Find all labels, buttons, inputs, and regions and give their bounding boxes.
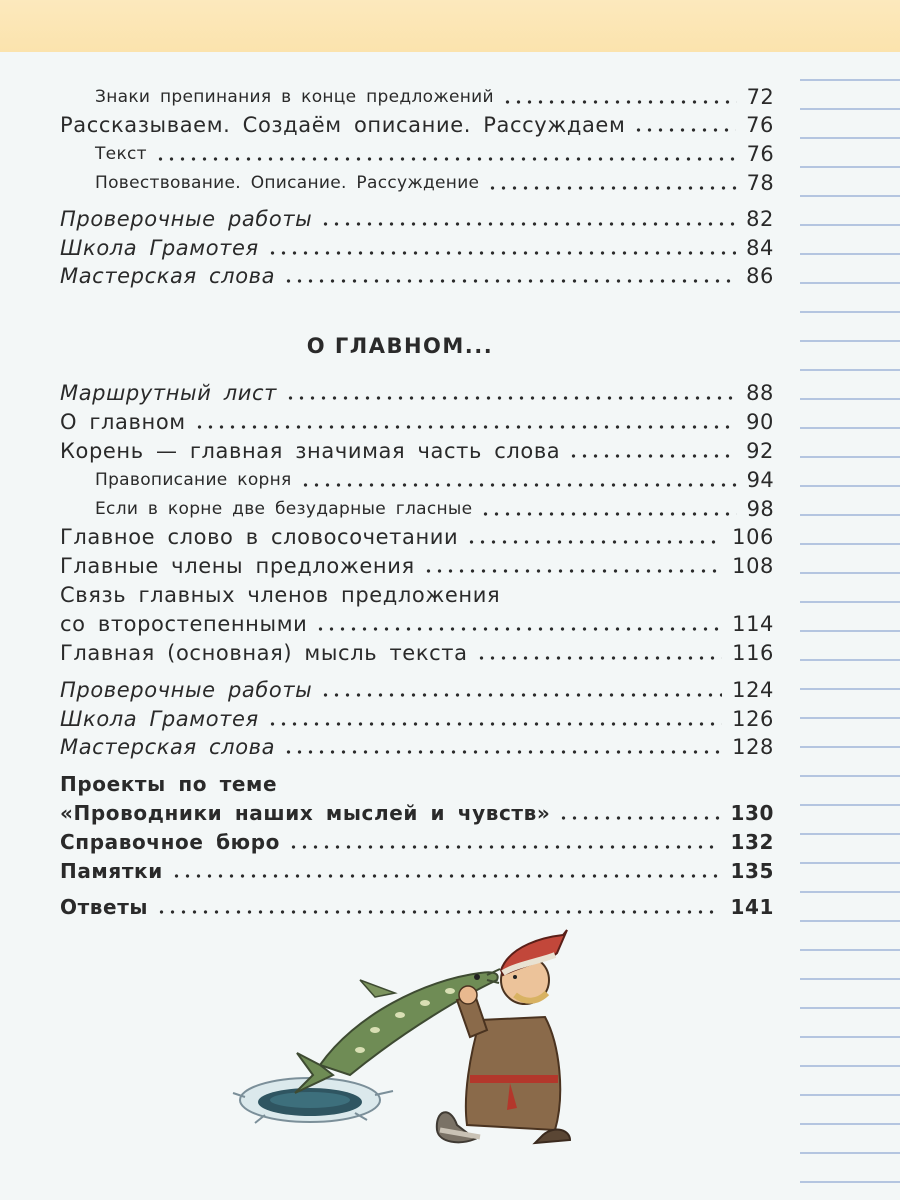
- toc-entry[interactable]: [60, 235, 774, 261]
- toc-entry-page: 141: [730, 895, 774, 919]
- toc-leader-dots: [315, 627, 722, 631]
- toc-entry[interactable]: [60, 677, 774, 703]
- toc-leader-dots: [480, 512, 736, 516]
- toc-entry-title: Проекты по теме: [60, 772, 278, 796]
- toc-entry-title: Мастерская слова: [60, 264, 276, 288]
- toc-leader-dots: [320, 222, 736, 226]
- toc-entry-title: Текст: [95, 144, 147, 164]
- toc-entry-title: Главное слово в словосочетании: [60, 525, 459, 549]
- toc-leader-dots: [267, 251, 736, 255]
- toc-entry[interactable]: [60, 829, 774, 855]
- toc-entry[interactable]: [95, 141, 774, 167]
- toc-entry-title: Повествование. Описание. Рассуждение: [95, 173, 480, 193]
- toc-entry-page: 94: [746, 468, 774, 492]
- toc-entry-page: 84: [746, 236, 774, 260]
- toc-entry-title: Главная (основная) мысль текста: [60, 641, 468, 665]
- toc-entry[interactable]: [95, 467, 774, 493]
- toc-entry[interactable]: [95, 496, 774, 522]
- toc-entry-page: 114: [732, 612, 774, 636]
- toc-entry-title: Ответы: [60, 895, 149, 919]
- toc-entry-title: Рассказываем. Создаём описание. Рассуждаем: [60, 113, 626, 137]
- toc-leader-dots: [423, 569, 722, 573]
- toc-entry-page: 135: [730, 859, 774, 883]
- toc-leader-dots: [285, 396, 736, 400]
- toc-entry-title: Проверочные работы: [60, 678, 313, 702]
- toc-entry[interactable]: [95, 170, 774, 196]
- toc-entry-page: 76: [746, 142, 774, 166]
- toc-entry-page: 76: [746, 113, 774, 137]
- toc-entry[interactable]: [60, 553, 774, 579]
- toc-entry-title: Проверочные работы: [60, 207, 313, 231]
- toc-entry-title: Правописание корня: [95, 470, 292, 490]
- toc-leader-dots: [502, 100, 737, 104]
- toc-leader-dots: [156, 910, 720, 914]
- section-heading: О ГЛАВНОМ...: [306, 334, 494, 358]
- toc-entry-page: 78: [746, 171, 774, 195]
- boy-illustration: [437, 930, 570, 1143]
- toc-entry-title: «Проводники наших мыслей и чувств»: [60, 801, 551, 825]
- toc-entry[interactable]: [60, 706, 774, 732]
- toc-leader-dots: [267, 722, 722, 726]
- toc-entry[interactable]: [95, 84, 774, 110]
- toc-leader-dots: [320, 693, 722, 697]
- toc-leader-dots: [466, 540, 722, 544]
- toc-entry-page: 126: [732, 707, 774, 731]
- toc-entry-page: 108: [732, 554, 774, 578]
- toc-entry-title: Связь главных членов предложения: [60, 583, 501, 607]
- toc-entry-title: Корень — главная значимая часть слова: [60, 439, 561, 463]
- toc-leader-dots: [568, 454, 736, 458]
- toc-entry-page: 86: [746, 264, 774, 288]
- toc-entry-page: 106: [732, 525, 774, 549]
- toc-leader-dots: [487, 186, 736, 190]
- toc-entry-page: 128: [732, 735, 774, 759]
- toc-leader-dots: [155, 157, 737, 161]
- toc-leader-dots: [194, 425, 736, 429]
- toc-entry-title: Памятки: [60, 859, 163, 883]
- toc-entry[interactable]: [60, 734, 774, 760]
- toc-entry-title: Знаки препинания в конце предложений: [95, 87, 494, 107]
- toc-entry-page: 92: [746, 439, 774, 463]
- toc-entry[interactable]: [60, 112, 774, 138]
- toc-leader-dots: [288, 845, 720, 849]
- toc-entry-line[interactable]: [60, 582, 500, 608]
- toc-entry-page: 82: [746, 207, 774, 231]
- toc-entry[interactable]: [60, 206, 774, 232]
- toc-entry-page: 90: [746, 410, 774, 434]
- toc-entry-title: Школа Грамотея: [60, 236, 259, 260]
- toc-entry-page: 116: [732, 641, 774, 665]
- toc-leader-dots: [558, 816, 720, 820]
- toc-entry-title: Главные члены предложения: [60, 554, 415, 578]
- toc-leader-dots: [633, 128, 736, 132]
- toc-entry[interactable]: [60, 263, 774, 289]
- toc-entry-title: со второстепенными: [60, 612, 308, 636]
- toc-entry[interactable]: [60, 438, 774, 464]
- boy-with-pike-illustration: [225, 925, 605, 1155]
- toc-entry-page: 98: [746, 497, 774, 521]
- toc-entry[interactable]: [60, 611, 774, 637]
- toc-entry[interactable]: [60, 640, 774, 666]
- toc-entry[interactable]: [60, 894, 774, 920]
- toc-entry-title: Школа Грамотея: [60, 707, 259, 731]
- toc-leader-dots: [476, 656, 723, 660]
- toc-entry-page: 130: [730, 801, 774, 825]
- toc-entry-title: Справочное бюро: [60, 830, 280, 854]
- toc-entry-line[interactable]: [60, 771, 277, 797]
- toc-entry[interactable]: [60, 800, 774, 826]
- toc-leader-dots: [171, 874, 721, 878]
- toc-leader-dots: [283, 750, 722, 754]
- toc-entry-title: Мастерская слова: [60, 735, 276, 759]
- toc-entry-page: 88: [746, 381, 774, 405]
- toc-entry[interactable]: [60, 380, 774, 406]
- toc-entry[interactable]: [60, 524, 774, 550]
- toc-leader-dots: [300, 483, 737, 487]
- toc-entry-title: Если в корне две безударные гласные: [95, 499, 473, 519]
- toc-leader-dots: [283, 279, 736, 283]
- toc-entry-page: 124: [732, 678, 774, 702]
- toc-entry-page: 132: [730, 830, 774, 854]
- toc-entry-title: Маршрутный лист: [60, 381, 278, 405]
- toc-entry[interactable]: [60, 858, 774, 884]
- toc-entry-title: О главном: [60, 410, 186, 434]
- toc-entry[interactable]: [60, 409, 774, 435]
- toc-entry-page: 72: [746, 85, 774, 109]
